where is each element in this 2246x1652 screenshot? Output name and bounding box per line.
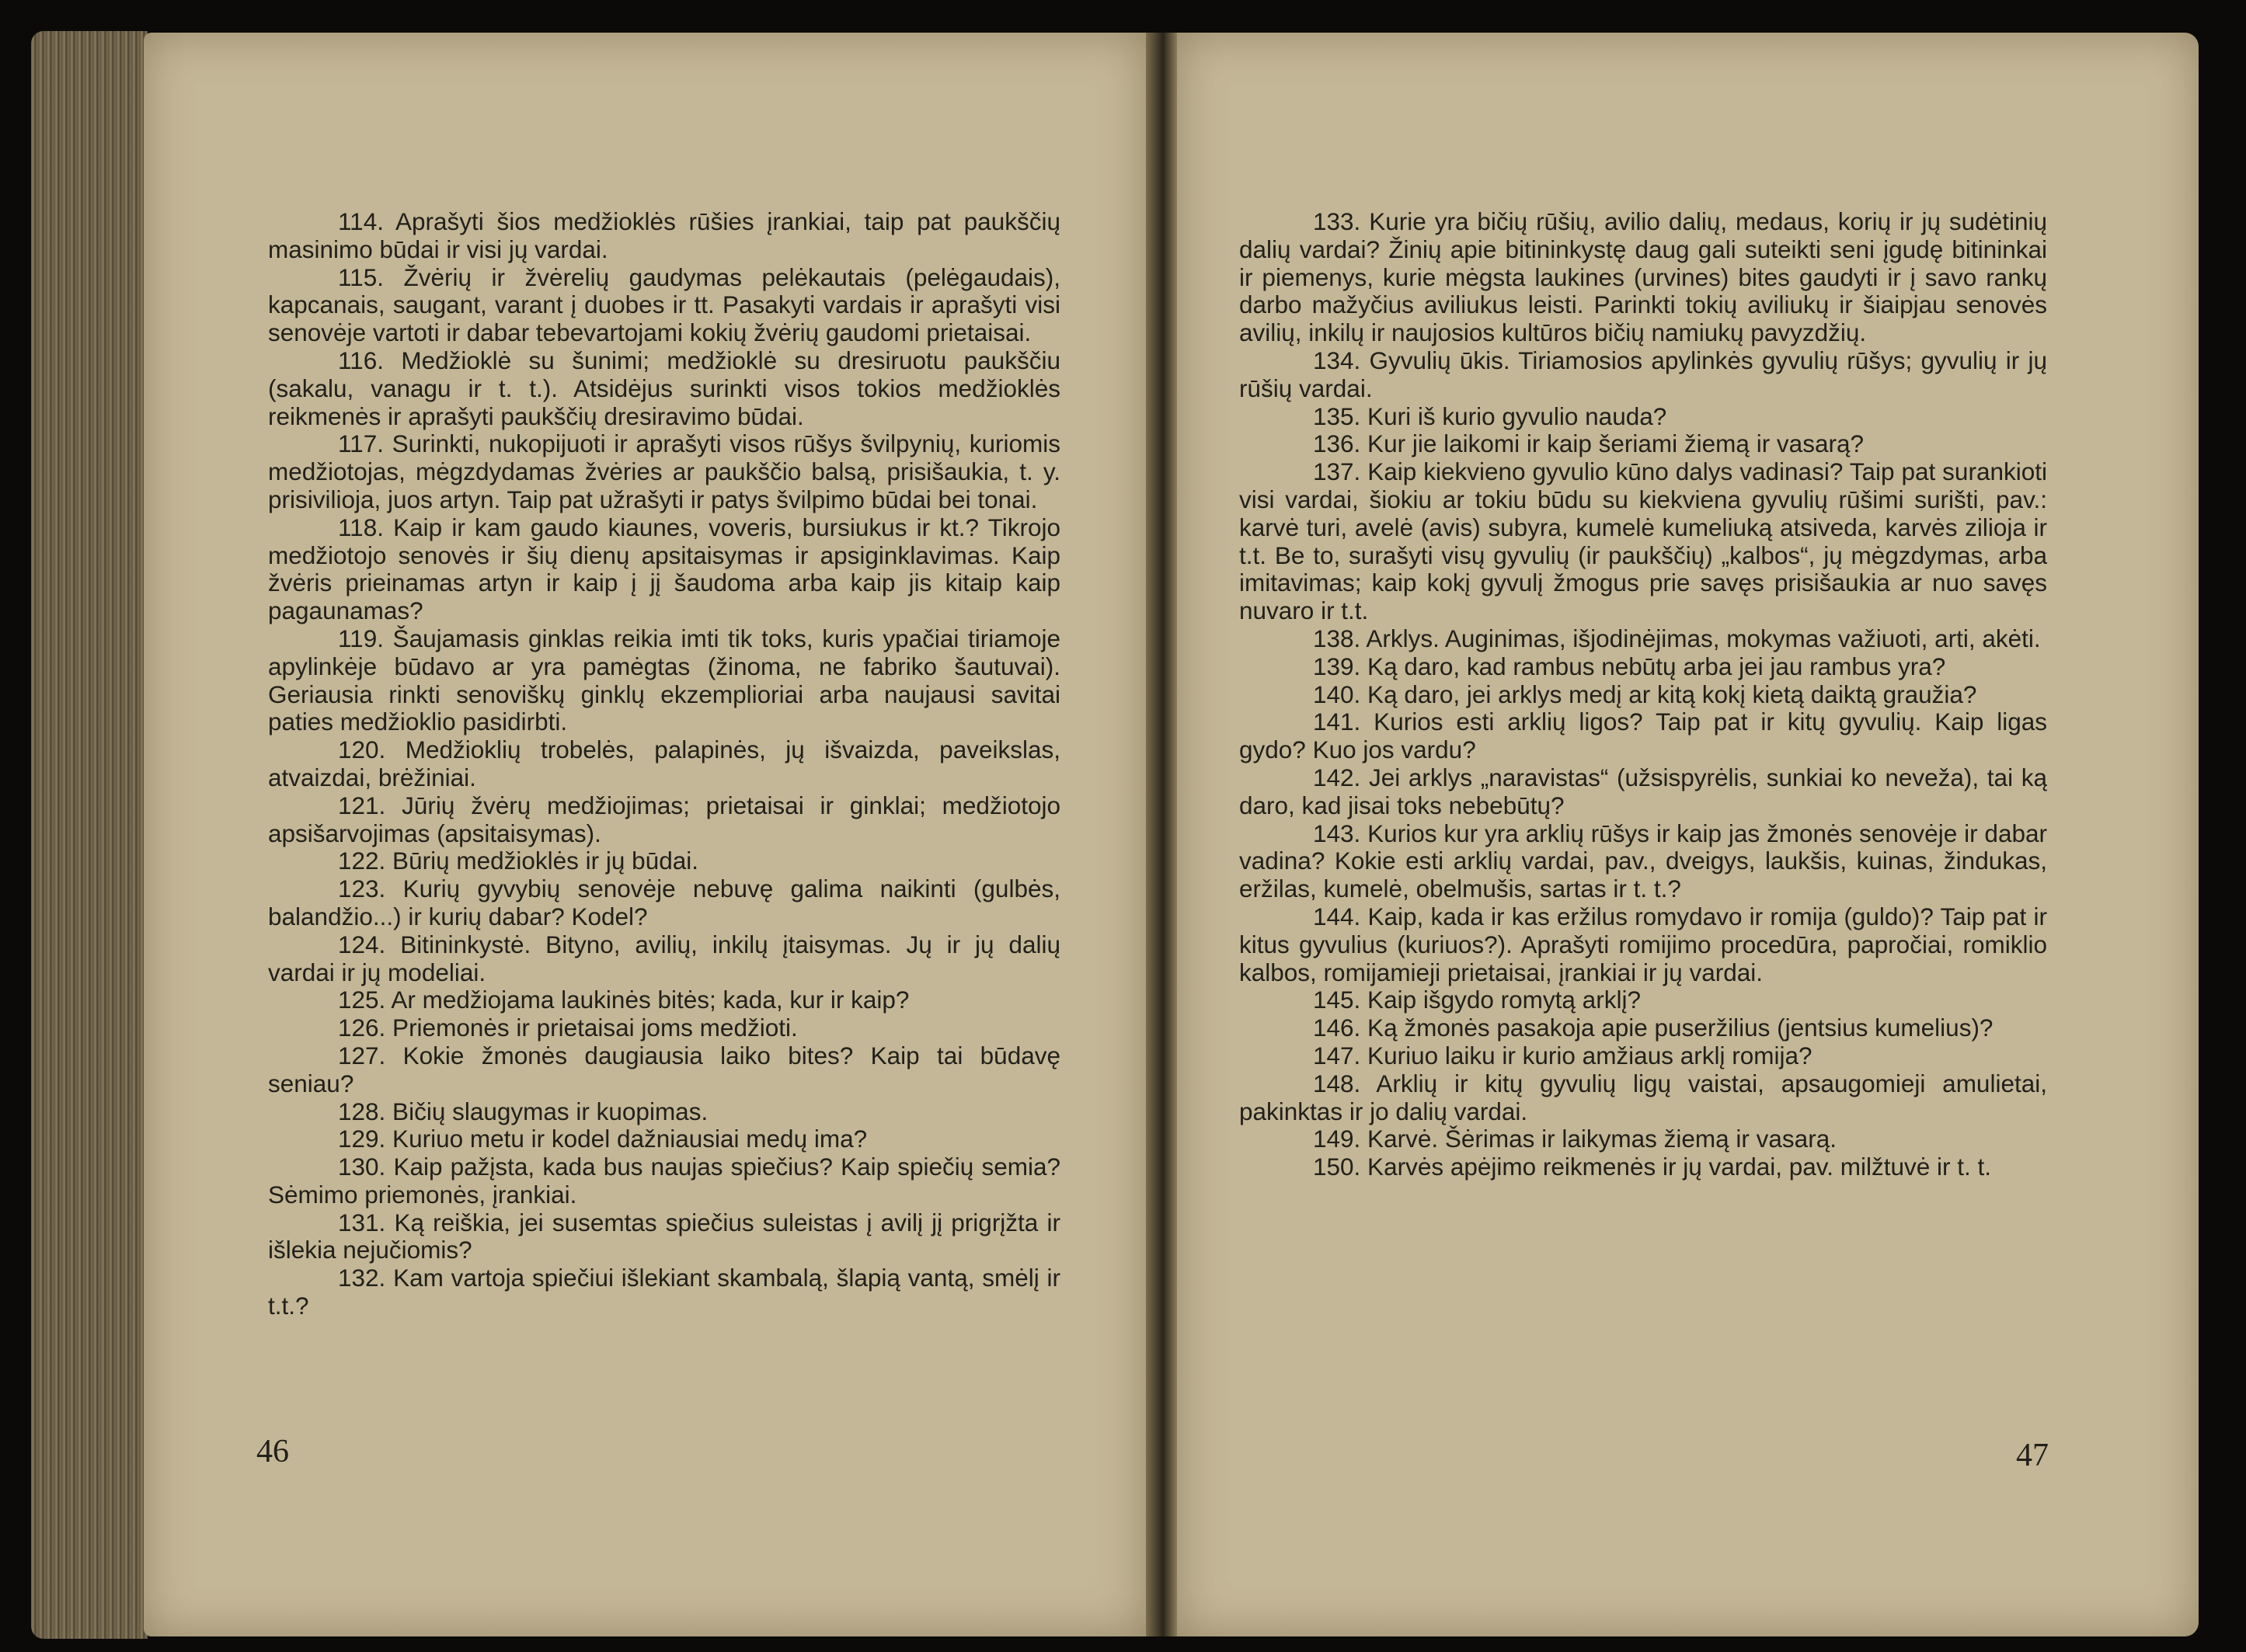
paragraph-119: 119. Šaujamasis ginklas reikia imti tik toks, kuris ypačiai tiriamoje apylinkėje būdavo ar yra pamėgtas (žinoma, ne fabriko šautuvai). Geriausia rinkti senoviškų ginklų ekzemplioriai arba naujausi savitai paties medžioklio pasidirbti. <box>268 624 1060 736</box>
paragraph-139: 139. Ką daro, kad rambus nebūtų arba jei jau rambus yra? <box>1313 652 1946 680</box>
paragraph-127: 127. Kokie žmonės daugiausia laiko bites? Kaip tai būdavę seniau? <box>268 1041 1060 1097</box>
paragraph-117: 117. Surinkti, nukopijuoti ir aprašyti visos rūšys švilpynių, kuriomis medžiotojas, mėgzdydamas žvėries ar paukščio balsą, prisišaukia, t. y. prisivilioja, juos artyn. Taip pat užrašyti ir patys švilpimo būdai bei tonai. <box>268 430 1060 513</box>
paragraph-149: 149. Karvė. Šėrimas ir laikymas žiemą ir vasarą. <box>1313 1125 1837 1153</box>
paragraph-124: 124. Bitininkystė. Bityno, avilių, inkilų įtaisymas. Jų ir jų dalių vardai ir jų modeliai. <box>268 930 1060 986</box>
paragraph-144: 144. Kaip, kada ir kas eržilus romydavo ir romija (guldo)? Taip pat ir kitus gyvulius (kuriuos?). Aprašyti romijimo procedūra, papročiai, romiklio kalbos, romijamieji prietaisai, įrankiai ir jų vardai. <box>1239 902 2047 986</box>
paragraph-143: 143. Kurios kur yra arklių rūšys ir kaip jas žmonės senovėje ir dabar vadina? Kokie esti arklių vardai, pav., dveigys, laukšis, kuinas, žindukas, eržilas, kumelė, obelmušis, sartas ir t. t.? <box>1239 819 2047 903</box>
page-number-left: 46 <box>256 1434 289 1469</box>
paragraph-147: 147. Kuriuo laiku ir kurio amžiaus arklį romija? <box>1313 1041 1812 1069</box>
paragraph-130: 130. Kaip pažįsta, kada bus naujas spiečius? Kaip spiečių semia? Sėmimo priemonės, įrankiai. <box>268 1153 1060 1209</box>
paragraph-141: 141. Kurios esti arklių ligos? Taip pat ir kitų gyvulių. Kaip ligas gydo? Kuo jos vardu? <box>1239 708 2047 764</box>
paragraph-120: 120. Medžioklių trobelės, palapinės, jų išvaizda, paveikslas, atvaizdai, brėžiniai. <box>268 736 1060 791</box>
book-page-edges <box>31 31 148 1639</box>
paragraph-128: 128. Bičių slaugymas ir kuopimas. <box>338 1097 709 1125</box>
paragraph-148: 148. Arklių ir kitų gyvulių ligų vaistai, apsaugomieji amulietai, pakinktas ir jo dalių vardai. <box>1239 1069 2047 1125</box>
paragraph-122: 122. Būrių medžioklės ir jų būdai. <box>338 847 698 875</box>
paragraph-146: 146. Ką žmonės pasakoja apie puseržilius (jentsius kumelius)? <box>1313 1014 1994 1042</box>
paragraph-150: 150. Karvės apėjimo reikmenės ir jų vardai, pav. milžtuvė ir t. t. <box>1313 1153 1992 1181</box>
paragraph-131: 131. Ką reiškia, jei susemtas spiečius suleistas į avilį jį prigrįžta ir išlekia nejučiomis? <box>268 1208 1060 1264</box>
paragraph-138: 138. Arklys. Auginimas, išjodinėjimas, mokymas važiuoti, arti, akėti. <box>1313 624 2041 652</box>
paragraph-126: 126. Priemonės ir prietaisai joms medžioti. <box>338 1014 798 1042</box>
paragraph-129: 129. Kuriuo metu ir kodel dažniausiai medų ima? <box>338 1125 868 1153</box>
paragraph-140: 140. Ką daro, jei arklys medį ar kitą kokį kietą daiktą graužia? <box>1313 680 1977 708</box>
paragraph-136: 136. Kur jie laikomi ir kaip šeriami žiemą ir vasarą? <box>1313 430 1864 458</box>
right-page-text <box>1239 208 2047 1181</box>
paragraph-115: 115. Žvėrių ir žvėrelių gaudymas pelėkautais (pelėgaudais), kapcanais, saugant, varant į duobes ir tt. Pasakyti vardais ir aprašyti visi senovėje vartoti ir dabar tebevartojami kokių žvėrių gaudomi prietaisai. <box>268 263 1060 347</box>
left-page-text <box>268 208 1060 1320</box>
paragraph-121: 121. Jūrių žvėrų medžiojimas; prietaisai ir ginklai; medžiotojo apsišarvojimas (apsitaisymas). <box>268 791 1060 847</box>
paragraph-116: 116. Medžioklė su šunimi; medžioklė su dresiruotu paukščiu (sakalu, vanagu ir t. t.). Atsidėjus surinkti visos tokios medžioklės reikmenės ir aprašyti paukščių dresiravimo būdai. <box>268 346 1060 430</box>
paragraph-125: 125. Ar medžiojama laukinės bitės; kada, kur ir kaip? <box>338 986 910 1014</box>
paragraph-134: 134. Gyvulių ūkis. Tiriamosios apylinkės gyvulių rūšys; gyvulių ir jų rūšių vardai. <box>1239 346 2047 402</box>
paragraph-132: 132. Kam vartoja spiečiui išlekiant skambalą, šlapią vantą, smėlį ir t.t.? <box>268 1264 1060 1320</box>
paragraph-142: 142. Jei arklys „naravistas“ (užsispyrėlis, sunkiai ko neveža), tai ką daro, kad jisai toks nebebūtų? <box>1239 763 2047 819</box>
paragraph-118: 118. Kaip ir kam gaudo kiaunes, voveris, bursiukus ir kt.? Tikrojo medžiotojo senovės ir šių dienų apsitaisymas ir apsiginklavimas. Kaip žvėris prieinamas artyn ir kaip į jį šaudoma arba kaip jis kitaip kaip pagaunamas? <box>268 513 1060 625</box>
paragraph-145: 145. Kaip išgydo romytą arklį? <box>1313 986 1641 1014</box>
paragraph-133: 133. Kurie yra bičių rūšių, avilio dalių, medaus, korių ir jų sudėtinių dalių vardai? Žinių apie bitininkystę daug gali suteikti seni įgudę bitininkai ir piemenys, kurie mėgsta laukines (urvines) bites gaudyti ir į savo rankų darbo mažyčius aviliukus leisti. Parinkti tokių aviliukų ir šiaipjau senovės avilių, inkilų ir naujosios kultūros bičių namiukų pavyzdžių. <box>1239 207 2047 347</box>
paragraph-114: 114. Aprašyti šios medžioklės rūšies įrankiai, taip pat paukščių masinimo būdai ir visi jų vardai. <box>268 207 1060 263</box>
paragraph-123: 123. Kurių gyvybių senovėje nebuvę galima naikinti (gulbės, balandžio...) ir kurių dabar? Kodel? <box>268 875 1060 930</box>
paragraph-137: 137. Kaip kiekvieno gyvulio kūno dalys vadinasi? Taip pat surankioti visi vardai, šiokiu ar tokiu būdu su kiekviena gyvulių rūšimi surišti, pav.: karvė turi, avelė (avis) subyra, kumelė kumeliuką atsiveda, karvės zilioja ir t.t. Be to, surašyti visų gyvulių (ir paukščių) „kalbos“, jų mėgzdymas, arba imitavimas; kaip kokį gyvulį žmogus prie savęs prisišaukia ar nuo savęs nuvaro ir t.t. <box>1239 457 2047 625</box>
page-number-right: 47 <box>2016 1438 2049 1473</box>
book-gutter <box>1146 33 1177 1636</box>
paragraph-135: 135. Kuri iš kurio gyvulio nauda? <box>1313 402 1667 430</box>
